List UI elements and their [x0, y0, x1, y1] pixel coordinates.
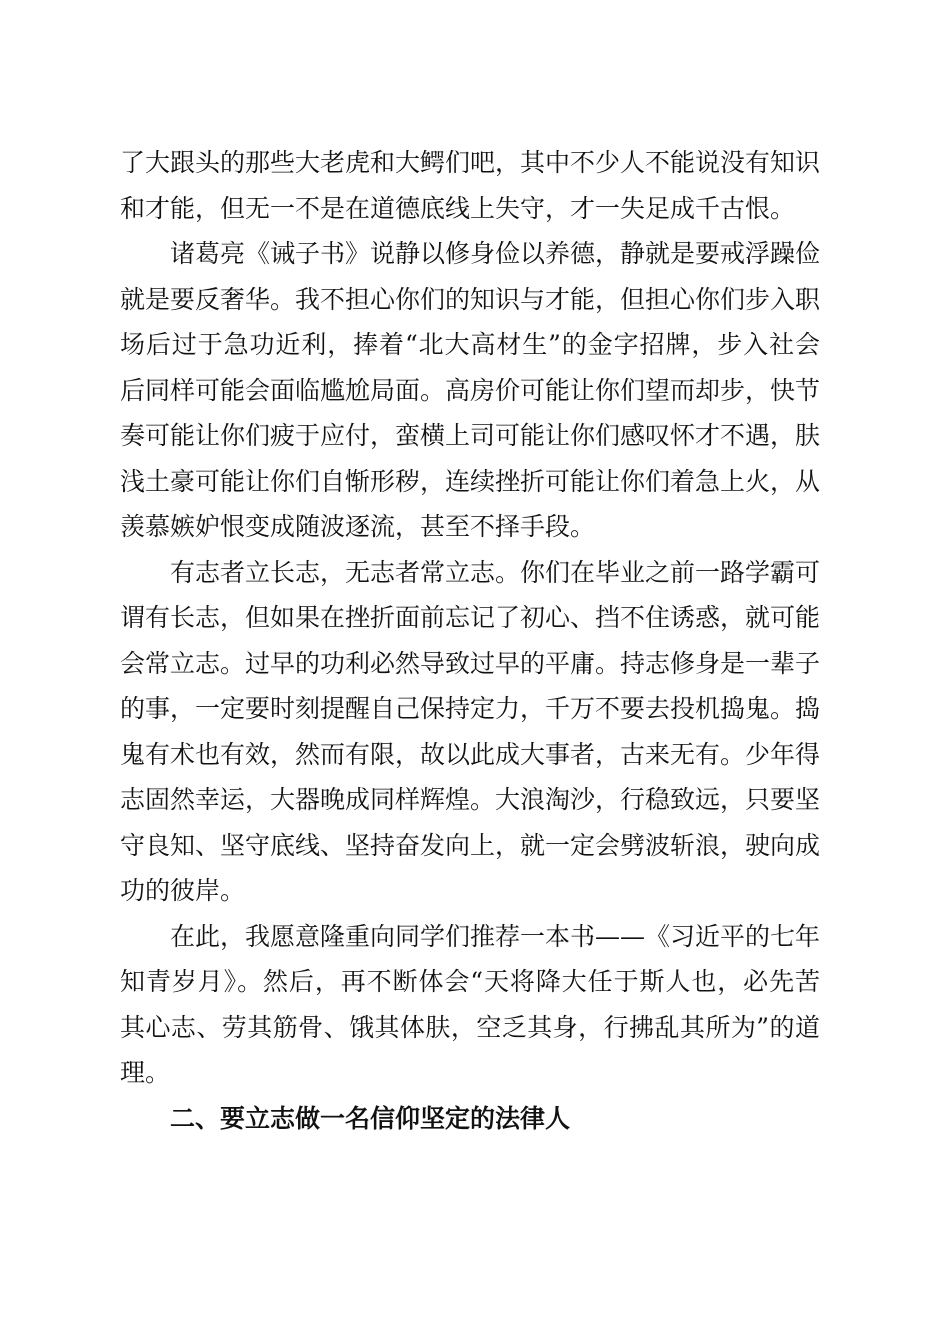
- paragraph-jiezishu: 诸葛亮《诫子书》说静以修身俭以养德，静就是要戒浮躁俭就是要反奢华。我不担心你们的知识与才能，但担心你们步入职场后过于急功近利，捧着“北大高材生”的金字招牌，步入社会后同样可能会面临尴尬局面。高房价可能让你们望而却步，快节奏可能让你们疲于应付，蛮横上司可能让你们感叹怀才不遇，肤浅土豪可能让你们自惭形秽，连续挫折可能让你们着急上火，从羡慕嫉妒恨变成随波逐流，甚至不择手段。: [120, 239, 821, 541]
- document-body: [120, 140, 820, 1141]
- section-heading: 二、要立志做一名信仰坚定的法律人: [170, 1103, 571, 1133]
- paragraph-book-recommendation: 在此，我愿意隆重向同学们推荐一本书——《习近平的七年知青岁月》。然后，再不断体会“天将降大任于斯人也，必先苦其心志、劳其筋骨、饿其体肤，空乏其身，行拂乱其所为”的道理。: [120, 921, 821, 1087]
- paragraph-continuation: 了大跟头的那些大老虎和大鳄们吧，其中不少人不能说没有知识和才能，但无一不是在道德底线上失守，才一失足成千古恨。: [120, 148, 821, 223]
- paragraph-lizhi: 有志者立长志，无志者常立志。你们在毕业之前一路学霸可谓有长志，但如果在挫折面前忘记了初心、挡不住诱惑，就可能会常立志。过早的功利必然导致过早的平庸。持志修身是一辈子的事，一定要时刻提醒自己保持定力，千万不要去投机捣鬼。捣鬼有术也有效，然而有限，故以此成大事者，古来无有。少年得志固然幸运，大器晚成同样辉煌。大浪淘沙，行稳致远，只要坚守良知、坚守底线、坚持奋发向上，就一定会劈波斩浪，驶向成功的彼岸。: [120, 557, 821, 905]
